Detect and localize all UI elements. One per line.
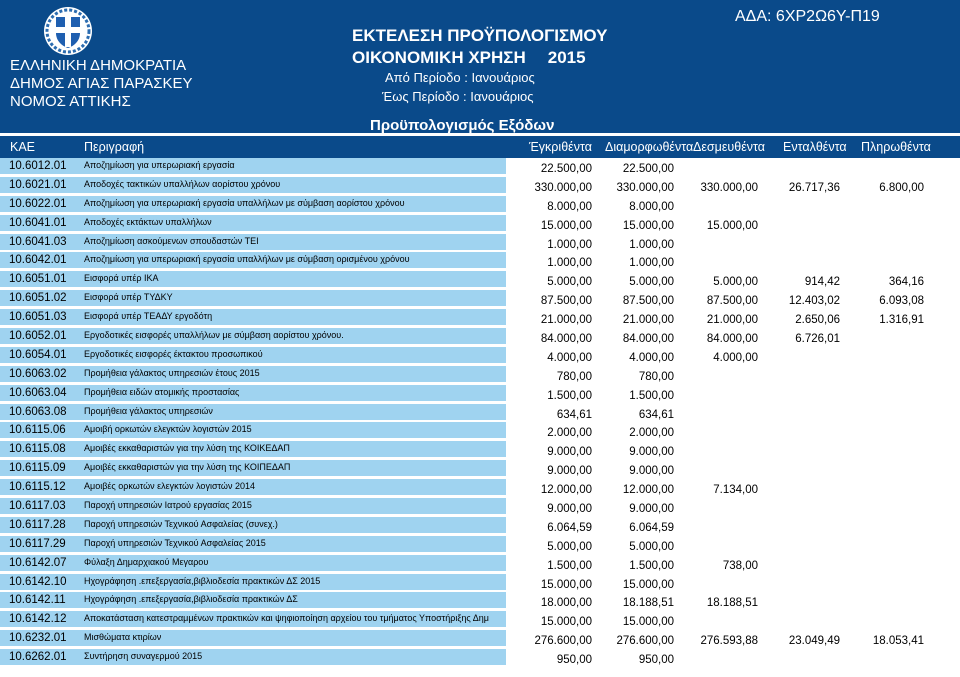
kae-cell: 10.6115.08	[0, 441, 78, 457]
committed-cell: 276.593,88	[700, 635, 758, 648]
description-cell: Αμοιβή ορκωτών ελεγκτών λογιστών 2015	[78, 422, 506, 438]
committed-cell: 84.000,00	[706, 333, 758, 346]
revised-cell: 1.000,00	[629, 238, 674, 251]
table-row	[0, 592, 960, 611]
approved-cell: 1.000,00	[547, 238, 592, 251]
committed-cell: 330.000,00	[700, 181, 758, 194]
ada-code: ΑΔΑ: 6ΧΡ2Ω6Υ-Π19	[735, 8, 880, 25]
table-row	[0, 158, 960, 177]
section-title: Προϋπολογισμός Εξόδων	[370, 117, 555, 134]
kae-cell: 10.6051.01	[0, 271, 78, 287]
approved-cell: 634,61	[556, 408, 592, 421]
description-cell: Αμοιβές ορκωτών ελεγκτών λογιστών 2014	[78, 479, 506, 495]
revised-cell: 84.000,00	[622, 333, 674, 346]
kae-cell: 10.6115.09	[0, 460, 78, 476]
description-cell: Παροχή υπηρεσιών Τεχνικού Ασφαλείας 2015	[78, 536, 506, 552]
ordered-cell: 914,42	[804, 276, 840, 289]
description-cell: Μισθώματα κτιρίων	[78, 630, 506, 646]
kae-cell: 10.6262.01	[0, 649, 78, 665]
description-cell: Εργοδοτικές εισφορές έκτακτου προσωπικού	[78, 347, 506, 363]
column-revised: Διαμορφωθέντα	[605, 140, 694, 154]
approved-cell: 2.000,00	[547, 427, 592, 440]
kae-cell: 10.6041.01	[0, 215, 78, 231]
description-cell: Παροχή υπηρεσιών Τεχνικού Ασφαλείας (συνεχ.)	[78, 517, 506, 533]
column-committed: Δεσμευθέντα	[693, 140, 766, 154]
kae-cell: 10.6142.11	[0, 592, 78, 608]
kae-cell: 10.6022.01	[0, 196, 78, 212]
approved-cell: 15.000,00	[540, 616, 592, 629]
description-cell: Αποδοχές τακτικών υπαλλήλων αορίστου χρόνου	[78, 177, 506, 193]
table-row	[0, 460, 960, 479]
greek-coat-of-arms-icon	[42, 5, 94, 57]
fiscal-year-title	[352, 48, 586, 68]
approved-cell: 950,00	[556, 654, 592, 667]
ordered-cell: 23.049,49	[788, 635, 840, 648]
table-row	[0, 611, 960, 630]
period-to	[382, 89, 534, 104]
table-row	[0, 555, 960, 574]
approved-cell: 780,00	[556, 370, 592, 383]
table-row	[0, 479, 960, 498]
kae-cell: 10.6232.01	[0, 630, 78, 646]
paid-cell: 6.800,00	[879, 181, 924, 194]
revised-cell: 21.000,00	[622, 314, 674, 327]
revised-cell: 634,61	[638, 408, 674, 421]
revised-cell: 9.000,00	[629, 465, 674, 478]
revised-cell: 18.188,51	[622, 597, 674, 610]
revised-cell: 12.000,00	[622, 484, 674, 497]
approved-cell: 1.000,00	[547, 257, 592, 270]
approved-cell: 15.000,00	[540, 578, 592, 591]
table-row	[0, 234, 960, 253]
revised-cell: 950,00	[638, 654, 674, 667]
kae-cell: 10.6054.01	[0, 347, 78, 363]
approved-cell: 87.500,00	[540, 295, 592, 308]
column-paid: Πληρωθέντα	[861, 140, 931, 154]
description-cell: Εισφορά υπέρ ΤΕΑΔΥ εργοδότη	[78, 309, 506, 325]
kae-cell: 10.6115.12	[0, 479, 78, 495]
period-from-label: Από Περίοδο :	[385, 70, 468, 85]
approved-cell: 330.000,00	[534, 181, 592, 194]
committed-cell: 7.134,00	[713, 484, 758, 497]
report-title: ΕΚΤΕΛΕΣΗ ΠΡΟΫΠΟΛΟΓΙΣΜΟΥ	[352, 26, 608, 45]
kae-cell: 10.6117.03	[0, 498, 78, 514]
kae-cell: 10.6012.01	[0, 158, 78, 174]
approved-cell: 1.500,00	[547, 559, 592, 572]
description-cell: Φύλαξη Δημαρχιακού Μεγαρου	[78, 555, 506, 571]
description-cell: Αποζημίωση για υπερωριακή εργασία υπαλλήλων με σύμβαση αορίστου χρόνου	[78, 196, 506, 212]
committed-cell: 15.000,00	[706, 219, 758, 232]
table-row	[0, 422, 960, 441]
kae-cell: 10.6117.29	[0, 536, 78, 552]
approved-cell: 21.000,00	[540, 314, 592, 327]
table-row	[0, 196, 960, 215]
fiscal-year-value: 2015	[547, 48, 586, 67]
revised-cell: 1.500,00	[629, 389, 674, 402]
description-cell: Παροχή υπηρεσιών Ιατρού εργασίας 2015	[78, 498, 506, 514]
description-cell: Εισφορά υπέρ ΙΚΑ	[78, 271, 506, 287]
ordered-cell: 26.717,36	[788, 181, 840, 194]
description-cell: Αποδοχές εκτάκτων υπαλλήλων	[78, 215, 506, 231]
approved-cell: 22.500,00	[540, 163, 592, 175]
ordered-cell: 2.650,06	[795, 314, 840, 327]
column-kae: ΚΑΕ	[10, 140, 36, 154]
ordered-cell: 6.726,01	[795, 333, 840, 346]
table-row	[0, 177, 960, 196]
table-row	[0, 366, 960, 385]
kae-cell: 10.6042.01	[0, 252, 78, 268]
revised-cell: 9.000,00	[629, 446, 674, 459]
ordered-cell: 12.403,02	[788, 295, 840, 308]
revised-cell: 15.000,00	[622, 578, 674, 591]
table-row	[0, 215, 960, 234]
paid-cell: 1.316,91	[879, 314, 924, 327]
kae-cell: 10.6063.02	[0, 366, 78, 382]
table-row	[0, 404, 960, 423]
kae-cell: 10.6041.03	[0, 234, 78, 250]
description-cell: Ηχογράφηση .επεξεργασία,βιβλιοδεσία πρακτικών ΔΣ	[78, 592, 506, 608]
committed-cell: 18.188,51	[706, 597, 758, 610]
table-row	[0, 309, 960, 328]
table-header	[0, 136, 960, 158]
description-cell: Αποκατάσταση κατεστραμμένων πρακτικών και ψηφιοποίηση αρχείου του τμήματος Υποστήριξης Δημ	[78, 611, 506, 627]
revised-cell: 276.600,00	[616, 635, 674, 648]
description-cell: Προμήθεια γάλακτος υπηρεσιών έτους 2015	[78, 366, 506, 382]
column-description: Περιγραφή	[84, 140, 145, 154]
approved-cell: 15.000,00	[540, 219, 592, 232]
kae-cell: 10.6142.07	[0, 555, 78, 571]
budget-table	[0, 158, 960, 668]
table-row	[0, 498, 960, 517]
revised-cell: 5.000,00	[629, 276, 674, 289]
period-to-label: Έως Περίοδο :	[382, 89, 467, 104]
description-cell: Εισφορά υπέρ ΤΥΔΚΥ	[78, 290, 506, 306]
committed-cell: 87.500,00	[706, 295, 758, 308]
revised-cell: 4.000,00	[629, 351, 674, 364]
revised-cell: 15.000,00	[622, 616, 674, 629]
org-line-1: ΕΛΛΗΝΙΚΗ ΔΗΜΟΚΡΑΤΙΑ	[10, 57, 187, 74]
revised-cell: 330.000,00	[616, 181, 674, 194]
description-cell: Συντήρηση συναγερμού 2015	[78, 649, 506, 665]
paid-cell: 6.093,08	[879, 295, 924, 308]
table-row	[0, 347, 960, 366]
revised-cell: 22.500,00	[622, 163, 674, 175]
table-row	[0, 328, 960, 347]
kae-cell: 10.6063.04	[0, 385, 78, 401]
description-cell: Προμήθεια ειδών ατομικής προστασίας	[78, 385, 506, 401]
paid-cell: 364,16	[888, 276, 924, 289]
revised-cell: 2.000,00	[629, 427, 674, 440]
table-row	[0, 517, 960, 536]
kae-cell: 10.6063.08	[0, 404, 78, 420]
table-row	[0, 630, 960, 649]
committed-cell: 5.000,00	[713, 276, 758, 289]
revised-cell: 8.000,00	[629, 200, 674, 213]
revised-cell: 780,00	[638, 370, 674, 383]
description-cell: Αμοιβές εκκαθαριστών για την λύση της ΚΟΙΠΕΔΑΠ	[78, 460, 506, 476]
revised-cell: 15.000,00	[622, 219, 674, 232]
revised-cell: 87.500,00	[622, 295, 674, 308]
kae-cell: 10.6051.02	[0, 290, 78, 306]
approved-cell: 1.500,00	[547, 389, 592, 402]
committed-cell: 738,00	[722, 559, 758, 572]
approved-cell: 8.000,00	[547, 200, 592, 213]
fiscal-year-label: ΟΙΚΟΝΟΜΙΚΗ ΧΡΗΣΗ	[352, 48, 526, 67]
kae-cell: 10.6052.01	[0, 328, 78, 344]
description-cell: Αποζημίωση για υπερωριακή εργασία υπαλλήλων με σύμβαση ορισμένου χρόνου	[78, 252, 506, 268]
approved-cell: 5.000,00	[547, 276, 592, 289]
period-from	[385, 70, 535, 85]
org-line-3: ΝΟΜΟΣ ΑΤΤΙΚΗΣ	[10, 93, 131, 110]
kae-cell: 10.6115.06	[0, 422, 78, 438]
committed-cell: 21.000,00	[706, 314, 758, 327]
description-cell: Εργοδοτικές εισφορές υπαλλήλων με σύμβαση αορίστου χρόνου.	[78, 328, 506, 344]
kae-cell: 10.6021.01	[0, 177, 78, 193]
description-cell: Αποζημίωση ασκούμενων σπουδαστών ΤΕΙ	[78, 234, 506, 250]
table-row	[0, 271, 960, 290]
column-approved: Έγκριθέντα	[529, 140, 592, 154]
approved-cell: 18.000,00	[540, 597, 592, 610]
committed-cell: 4.000,00	[713, 351, 758, 364]
approved-cell: 84.000,00	[540, 333, 592, 346]
approved-cell: 9.000,00	[547, 503, 592, 516]
column-ordered: Ενταλθέντα	[783, 140, 847, 154]
revised-cell: 1.500,00	[629, 559, 674, 572]
period-to-value: Ιανουάριος	[470, 89, 534, 104]
table-row	[0, 290, 960, 309]
revised-cell: 5.000,00	[629, 540, 674, 553]
table-row	[0, 441, 960, 460]
revised-cell: 6.064,59	[629, 521, 674, 534]
revised-cell: 9.000,00	[629, 503, 674, 516]
kae-cell: 10.6142.12	[0, 611, 78, 627]
report-header	[0, 0, 960, 133]
table-row	[0, 385, 960, 404]
description-cell: Ηχογράφηση .επεξεργασία,βιβλιοδεσία πρακτικών ΔΣ 2015	[78, 574, 506, 590]
kae-cell: 10.6117.28	[0, 517, 78, 533]
table-row	[0, 252, 960, 271]
approved-cell: 9.000,00	[547, 446, 592, 459]
approved-cell: 12.000,00	[540, 484, 592, 497]
approved-cell: 5.000,00	[547, 540, 592, 553]
table-row	[0, 649, 960, 668]
table-row	[0, 536, 960, 555]
table-row	[0, 574, 960, 593]
approved-cell: 276.600,00	[534, 635, 592, 648]
org-line-2: ΔΗΜΟΣ ΑΓΙΑΣ ΠΑΡΑΣΚΕΥ	[10, 75, 193, 92]
approved-cell: 4.000,00	[547, 351, 592, 364]
revised-cell: 1.000,00	[629, 257, 674, 270]
period-from-value: Ιανουάριος	[471, 70, 535, 85]
description-cell: Αποζημίωση για υπερωριακή εργασία	[78, 158, 506, 174]
description-cell: Αμοιβές εκκαθαριστών για την λύση της ΚΟΙΚΕΔΑΠ	[78, 441, 506, 457]
kae-cell: 10.6142.10	[0, 574, 78, 590]
approved-cell: 6.064,59	[547, 521, 592, 534]
approved-cell: 9.000,00	[547, 465, 592, 478]
kae-cell: 10.6051.03	[0, 309, 78, 325]
paid-cell: 18.053,41	[872, 635, 924, 648]
description-cell: Προμήθεια γάλακτος υπηρεσιών	[78, 404, 506, 420]
